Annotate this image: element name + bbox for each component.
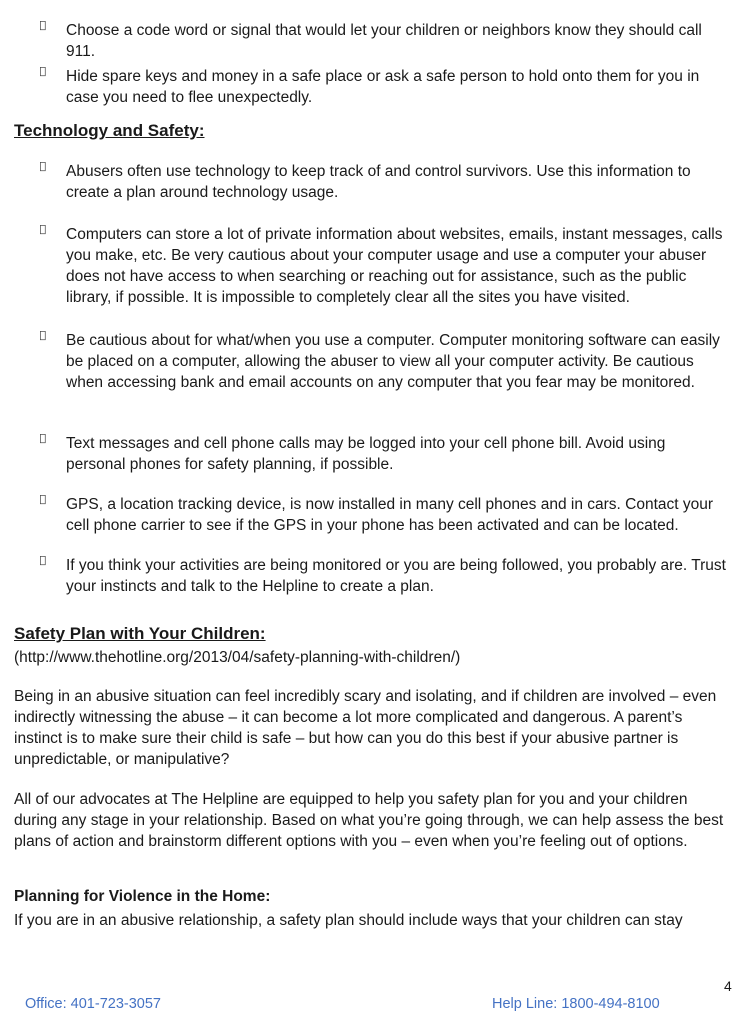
bullet-icon — [40, 21, 46, 30]
bullet-icon — [40, 331, 46, 340]
bullet-icon — [40, 495, 46, 504]
paragraph: Being in an abusive situation can feel incredibly scary and isolating, and if children are involved – even indirectly witnessing the abuse – it can become a lot more complicated and dangerous. A parent’s instinct is to make sure their child is safe – but how can you do this best if your abusive partner is unpredictable, or manipulative? — [14, 688, 717, 768]
bullet-icon — [40, 225, 46, 234]
source-url: (http://www.thehotline.org/2013/04/safety-planning-with-children/) — [14, 649, 461, 666]
footer-office-phone: Office: 401-723-3057 — [25, 996, 161, 1012]
section-heading-technology: Technology and Safety: — [14, 121, 205, 140]
bullet-icon — [40, 67, 46, 76]
section-heading-children: Safety Plan with Your Children: — [14, 624, 266, 643]
bullet-icon — [40, 556, 46, 565]
paragraph: If you are in an abusive relationship, a safety plan should include ways that your children can stay — [14, 912, 683, 929]
subheading: Planning for Violence in the Home: — [14, 888, 271, 905]
bullet-icon — [40, 434, 46, 443]
footer-helpline-phone: Help Line: 1800-494-8100 — [492, 996, 660, 1012]
document-page: Choose a code word or signal that would let your children or neighbors know they should call 911. Hide spare keys and money in a safe place or ask a safe person to hold onto them for you in case you need to flee unexpectedly. Technology and Safety: Abusers often use technology to keep track of and control survivors. Use this information to create a plan around technology usage. Computers can store a lot of private information about websites, emails, instant messages, calls you make, etc. Be very cautious about your computer usage and use a computer your abuser does not have access to when searching or reaching out for assistance, such as the public library, if possible. It is impossible to completely clear all the sites you have visited. Be cautious about for what/when you use a computer. Computer monitoring software can easily be placed on a computer, allowing the abuser to view all your computer activity. Be cautious when accessing bank and email accounts on any computer that you fear may be monitored. Text messages and cell phone calls may be logged into your cell phone bill. Avoid using personal phones for safety planning, if possible. GPS, a location tracking device, is now installed in many cell phones and in cars. Contact your cell phone carrier to see if the GPS in your phone has been activated and can be located. If you think your activities are being monitored or you are being followed, you probably are. Trust your instincts and talk to the Helpline to create a plan. Safety Plan with Your Children: (http://www.thehotline.org/2013/04/safety-planning-with-children/) Being in an abusive situation can feel incredibly scary and isolating, and if children are involved – even indirectly witnessing the abuse – it can become a lot more complicated and dangerous. A parent’s instinct is to make sure their child is safe – but how can you do this best if your abusive partner is unpredictable, or manipulative? All of our advocates at The Helpline are equipped to help you safety plan for you and your children during any stage in your relationship. Based on what you’re going through, we can help assess the best plans of action and brainstorm different options with you – even when you’re feeling out of options. Planning for Violence in the Home: If you are in an abusive relationship, a safety plan should include ways that your children can stay 4 Office: 401-723-3057 Help Line: 1800-494-8100 — [14, 22, 732, 1012]
paragraph: All of our advocates at The Helpline are equipped to help you safety plan for you and your children during any stage in your relationship. Based on what you’re going through, we can help assess the best plans of action and brainstorm different options with you – even when you’re feeling out of options. — [14, 791, 724, 850]
bullet-icon — [40, 162, 46, 171]
page-number: 4 — [724, 978, 732, 994]
